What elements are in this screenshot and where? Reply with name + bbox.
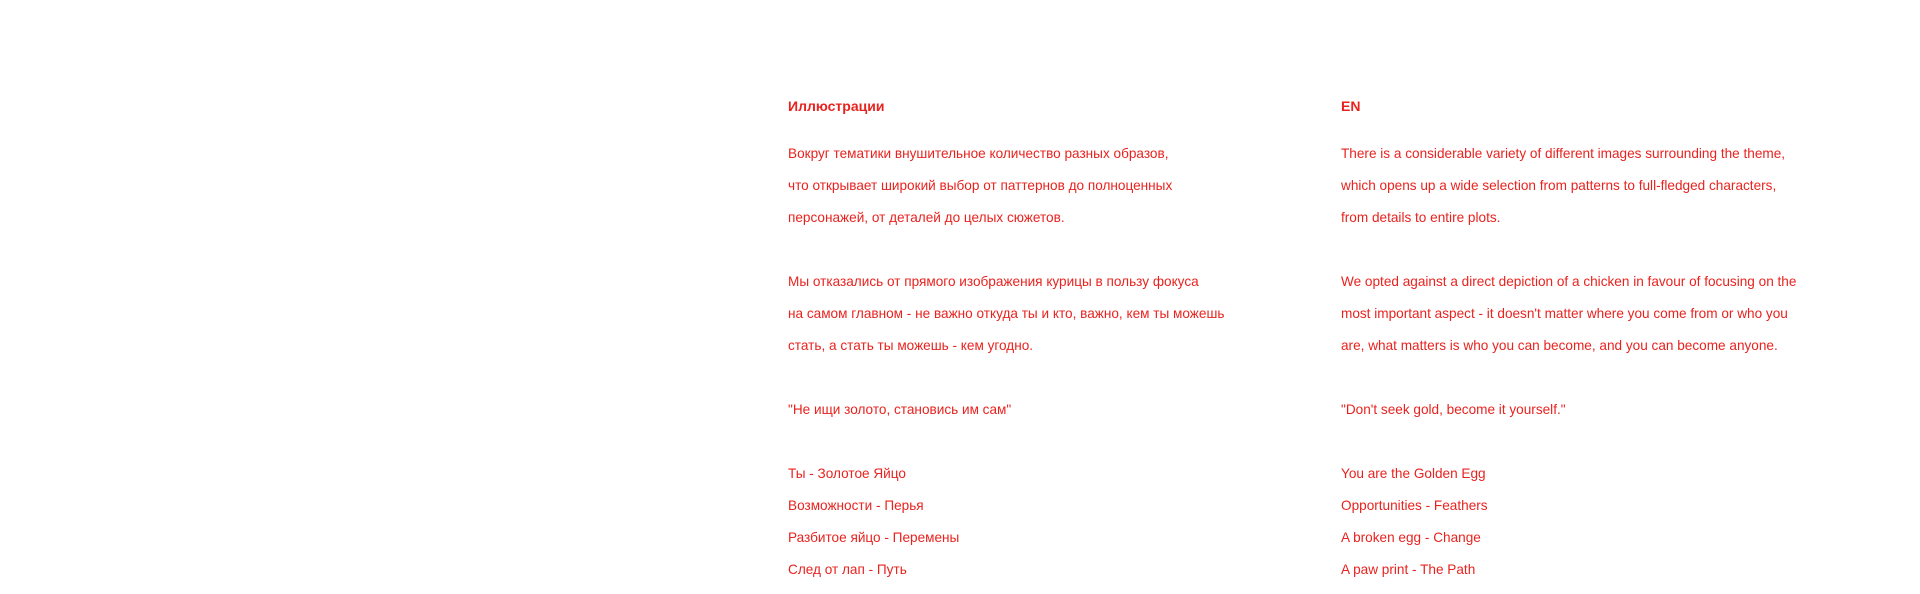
en-paragraph-1-line: There is a considerable variety of different images surrounding the theme, [1341, 146, 1786, 161]
ru-paragraph-2-line: стать, а стать ты можешь - кем угодно. [788, 338, 1034, 353]
en-symbol-item: A paw print - The Path [1341, 562, 1476, 577]
ru-symbols-list [788, 450, 1308, 594]
russian-column [788, 98, 1308, 594]
en-paragraph-1 [1341, 130, 1881, 242]
en-paragraph-1-line: from details to entire plots. [1341, 210, 1501, 225]
en-paragraph-2-line: We opted against a direct depiction of a chicken in favour of focusing on the [1341, 274, 1797, 289]
en-paragraph-2-line: are, what matters is who you can become, and you can become anyone. [1341, 338, 1778, 353]
ru-symbol-item: След от лап - Путь [788, 562, 907, 577]
en-symbol-item: Opportunities - Feathers [1341, 498, 1488, 513]
ru-paragraph-1 [788, 130, 1308, 242]
ru-paragraph-1-line: что открывает широкий выбор от паттернов до полноценных [788, 178, 1173, 193]
en-quote [1341, 386, 1881, 434]
ru-quote [788, 386, 1308, 434]
ru-quote-text: "Не ищи золото, становись им сам" [788, 402, 1012, 417]
en-symbols-list [1341, 450, 1881, 594]
en-quote-text: "Don't seek gold, become it yourself." [1341, 402, 1566, 417]
en-paragraph-2-line: most important aspect - it doesn't matter where you come from or who you [1341, 306, 1788, 321]
ru-symbol-item: Ты - Золотое Яйцо [788, 466, 906, 481]
ru-paragraph-2 [788, 258, 1308, 370]
en-heading: EN [1341, 98, 1361, 114]
en-paragraph-1-line: which opens up a wide selection from patterns to full-fledged characters, [1341, 178, 1777, 193]
ru-symbol-item: Возможности - Перья [788, 498, 924, 513]
ru-paragraph-1-line: Вокруг тематики внушительное количество разных образов, [788, 146, 1169, 161]
ru-paragraph-2-line: Мы отказались от прямого изображения курицы в пользу фокуса [788, 274, 1199, 289]
en-symbol-item: You are the Golden Egg [1341, 466, 1486, 481]
ru-heading: Иллюстрации [788, 98, 885, 114]
ru-symbol-item: Разбитое яйцо - Перемены [788, 530, 960, 545]
ru-paragraph-2-line: на самом главном - не важно откуда ты и кто, важно, кем ты можешь [788, 306, 1225, 321]
en-symbol-item: A broken egg - Change [1341, 530, 1481, 545]
ru-paragraph-1-line: персонажей, от деталей до целых сюжетов. [788, 210, 1065, 225]
en-paragraph-2 [1341, 258, 1881, 370]
english-column [1341, 98, 1881, 594]
